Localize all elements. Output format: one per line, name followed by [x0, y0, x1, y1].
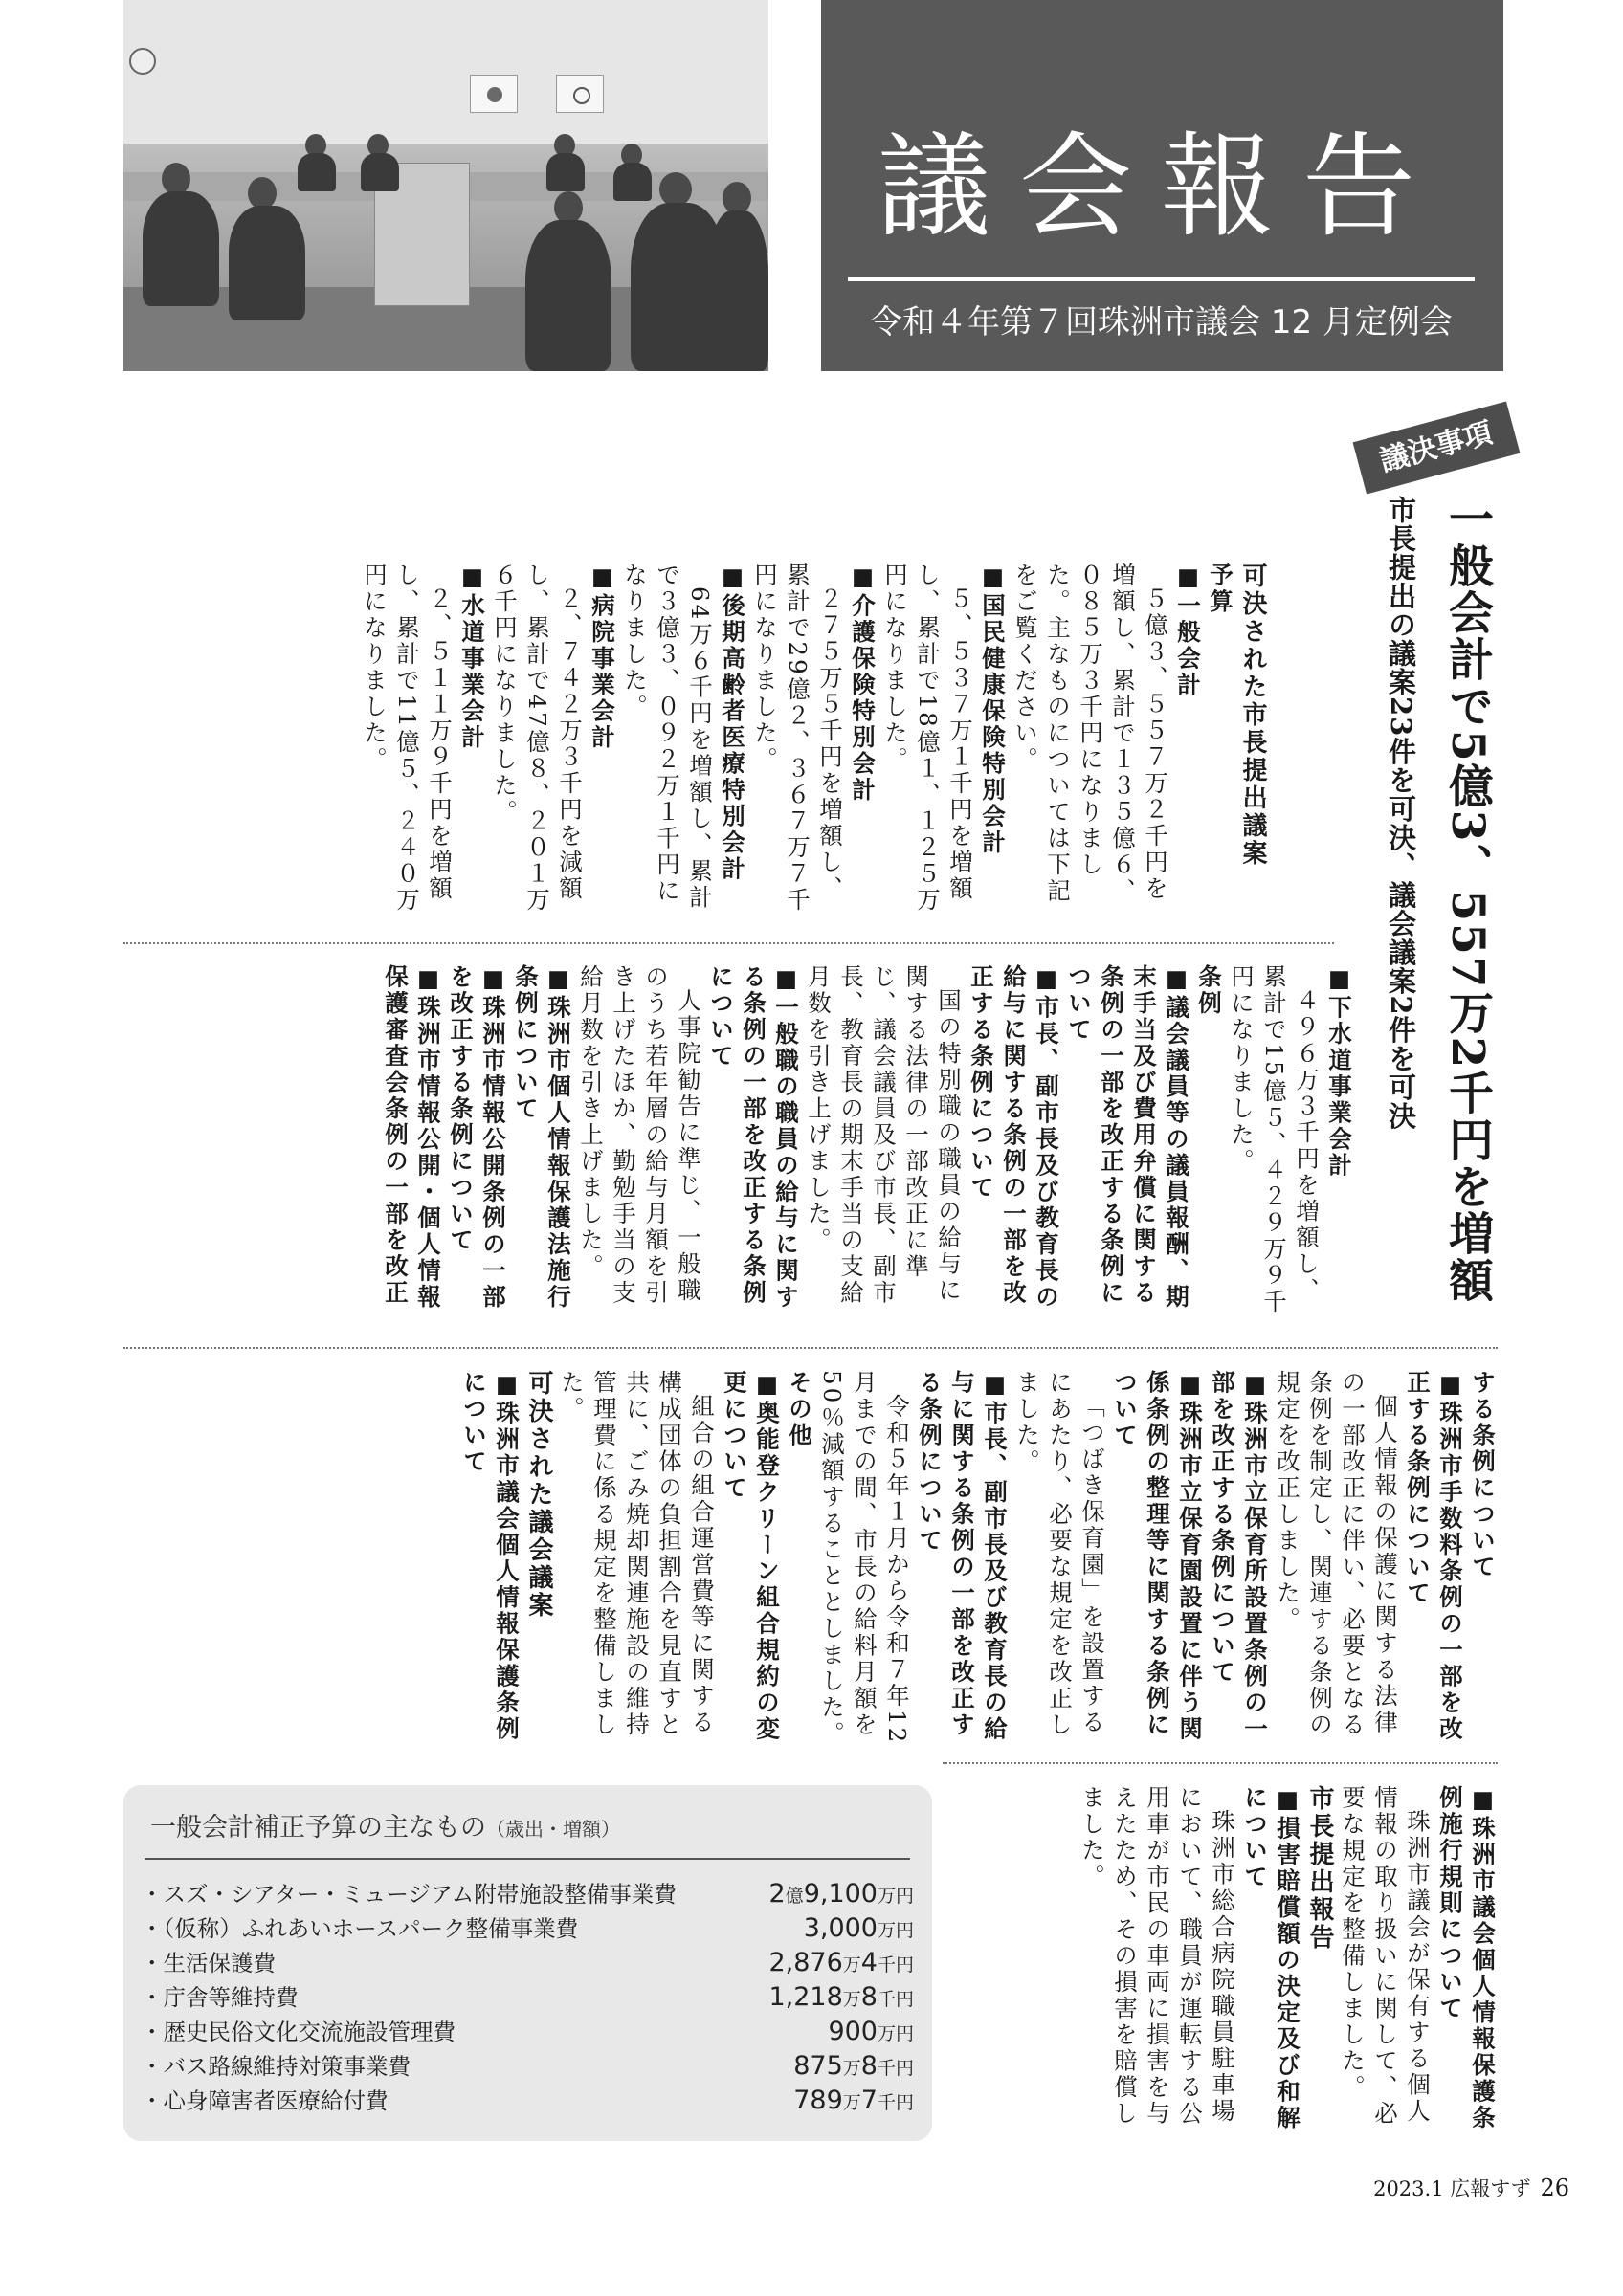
item-heading: ■国民健康保険特別会計	[979, 563, 1007, 856]
budget-item-name: ・心身障害者医療給付費	[141, 2087, 389, 2114]
budget-row	[141, 1877, 914, 1911]
item-text: 令和５年１月から令和７年12月までの間、市長の給料月額を50％減額することとしました。	[818, 1370, 911, 1748]
item-heading: ■市長、副市長及び教育長の給与に関する条例の一部を改正する条例について	[967, 964, 1060, 1311]
budget-row	[141, 1946, 914, 1980]
item-heading: する条例について	[1469, 1370, 1497, 1580]
resolution-badge: 議決事項	[1353, 401, 1521, 494]
item-text: ２、５１１万９千円を増額し、累計で11億５、２４０万円になりました。	[361, 563, 454, 915]
budget-item-amount: 2億9,100万円	[768, 1879, 914, 1909]
section-ordinances	[149, 964, 1355, 1328]
budget-item-name: ・生活保護費	[141, 1950, 276, 1976]
headline: 一般会計で5億3、557万2千円を増額	[1441, 496, 1494, 1305]
item-text: 組合の組合運営費等に関する構成団体の負担割合を見直すと共に、ごみ焼却関連施設の維持管理費に係る規定を整備しました。	[558, 1370, 716, 1738]
national-flag-icon	[470, 75, 518, 113]
title-divider	[848, 277, 1475, 281]
budget-title: 一般会計補正予算の主なもの（歳出・増額）	[150, 1813, 620, 1843]
item-text: 国の特別職の職員の給与に関する法律の一部改正に準じ、議会議員及び市長、副市長、教育長の期末手当の支給月数を引き上げました。	[805, 964, 963, 1307]
item-text: 64万６千円を増額し、累計で３億３、０９２万１千円になりました。	[621, 563, 714, 912]
ordinance-label: 条例	[1195, 964, 1223, 1017]
report-title-box	[821, 0, 1503, 371]
item-heading: ■下水道事業会計	[1325, 964, 1353, 1180]
budget-item-amount: 789万7千円	[793, 2086, 914, 2115]
item-text: ２７５万５千円を増額し、累計で29億２、３６７万７千円になりました。	[751, 563, 844, 915]
item-heading: ■珠洲市立保育所設置条例の一部を改正する条例について	[1209, 1370, 1269, 1743]
page-title: 議会報告	[877, 121, 1444, 253]
budget-item-name: ・（仮称）ふれあいホースパーク整備事業費	[141, 1915, 579, 1942]
item-heading: ■珠洲市手数料条例の一部を改正する条例について	[1404, 1370, 1464, 1743]
budget-row	[141, 1980, 914, 2015]
item-heading: ■後期高齢者医療特別会計	[719, 563, 746, 883]
section-budget-label: 予算	[1207, 563, 1234, 615]
section-heading: 市長提出報告	[1305, 1785, 1334, 1952]
page-number: 26	[1540, 2175, 1569, 2201]
item-heading: ■水道事業会計	[458, 563, 486, 751]
page-footer	[1359, 2174, 1569, 2202]
city-flag-icon	[556, 75, 604, 113]
item-text: 人事院勧告に準じ、一般職のうち若年層の給与月額を引き上げたほか、勤勉手当の支給月数を引き上げました。	[577, 964, 702, 1307]
budget-divider	[145, 1858, 910, 1860]
other-label: その他	[786, 1370, 813, 1449]
item-heading: ■議会議員等の議員報酬、期末手当及び費用弁償に関する条例の一部を改正する条例について	[1065, 964, 1190, 1311]
budget-item-amount: 900万円	[828, 2017, 914, 2046]
item-text: 個人情報の保護に関する法律の一部改正に伴い、必要となる条例を制定し、関連する条例の規定を改正しました。	[1274, 1370, 1399, 1738]
item-text: 「つばき保育園」を設置するにあたり、必要な規定を改正しました。	[1013, 1370, 1106, 1738]
item-heading: ■珠洲市立保育園設置に伴う関係条例の整理等に関する条例について	[1111, 1370, 1204, 1743]
section-divider	[123, 942, 1334, 944]
item-text: ４９６万３千円を増額し、累計で15億５、４２９万９千円になりました。	[1228, 964, 1321, 1316]
budget-row	[141, 2084, 914, 2118]
budget-row	[141, 1911, 914, 1946]
budget-item-amount: 2,876万4千円	[768, 1948, 914, 1977]
budget-item-amount: 1,218万8千円	[768, 1982, 914, 2012]
budget-item-name: ・バス路線維持対策事業費	[141, 2053, 411, 2080]
item-heading: ■珠洲市情報公開条例の一部を改正する条例について	[447, 964, 507, 1311]
item-heading: ■珠洲市議会個人情報保護条例について	[460, 1370, 521, 1743]
item-heading: ■一般職の職員の給与に関する条例の一部を改正する条例について	[707, 964, 800, 1311]
item-text: 珠洲市議会が保有する個人情報の取り扱いに関して、必要な規定を整備しました。	[1339, 1785, 1432, 2128]
section-mayor-reports	[944, 1785, 1499, 2139]
page-subtitle: 令和４年第７回珠洲市議会 12 月定例会	[870, 303, 1453, 342]
item-heading: ■珠洲市個人情報保護法施行条例について	[512, 964, 572, 1311]
item-heading: ■損害賠償額の決定及び和解について	[1241, 1785, 1301, 2131]
section-mayor-bills	[149, 563, 1269, 926]
clock-icon	[129, 48, 156, 75]
section-divider	[943, 1762, 1498, 1764]
item-text: ２、７４２万３千円を減額し、累計で47億８、２０１万６千円になりました。	[491, 563, 584, 915]
item-heading: ■介護保険特別会計	[849, 563, 877, 804]
budget-item-name: ・歴史民俗文化交流施設管理費	[141, 2019, 456, 2045]
item-text: ５億３、５５７万２千円を増額し、累計で１３５億６、０８５万３千円になりました。主なものについては下記をご覧ください。	[1012, 563, 1169, 905]
section-heading: 可決された議会議案	[524, 1370, 553, 1620]
item-heading: ■病院事業会計	[589, 563, 616, 751]
issue-label: 2023.1 広報すず	[1373, 2177, 1531, 2200]
section-heading: 可決された市長提出議案	[1238, 563, 1267, 868]
item-heading: ■珠洲市情報公開・個人情報保護審査会条例の一部を改正	[382, 964, 442, 1311]
budget-summary-box	[123, 1785, 932, 2141]
item-text: ５、５３７万１千円を増額し、累計で18億１、１２５万円になりました。	[881, 563, 974, 915]
item-heading: ■奥能登クリーン組合規約の変更について	[721, 1370, 781, 1743]
budget-item-amount: 3,000万円	[803, 1913, 914, 1943]
budget-row	[141, 2049, 914, 2084]
budget-item-amount: 875万8千円	[793, 2051, 914, 2081]
section-ordinances-continued	[121, 1370, 1499, 1753]
budget-row	[141, 2015, 914, 2049]
council-meeting-photo	[123, 0, 768, 371]
budget-item-name: ・庁舎等維持費	[141, 1984, 299, 2011]
item-text: 珠洲市総合病院職員駐車場において、職員が運転する公用車が市民の車両に損害を与えたため、その損害を賠償しました。	[1078, 1785, 1236, 2128]
item-heading: ■珠洲市議会個人情報保護条例施行規則について	[1436, 1785, 1497, 2131]
item-heading: ■一般会計	[1174, 563, 1202, 698]
section-divider	[123, 1347, 1498, 1349]
item-heading: ■市長、副市長及び教育長の給与に関する条例の一部を改正する条例について	[916, 1370, 1009, 1743]
subheadline: 市長提出の議案23件を可決、議会議案2件を可決	[1385, 496, 1417, 1131]
budget-item-name: ・スズ・シアター・ミュージアム附帯施設整備事業費	[141, 1881, 677, 1908]
budget-title-note: （歳出・増額）	[486, 1818, 620, 1841]
